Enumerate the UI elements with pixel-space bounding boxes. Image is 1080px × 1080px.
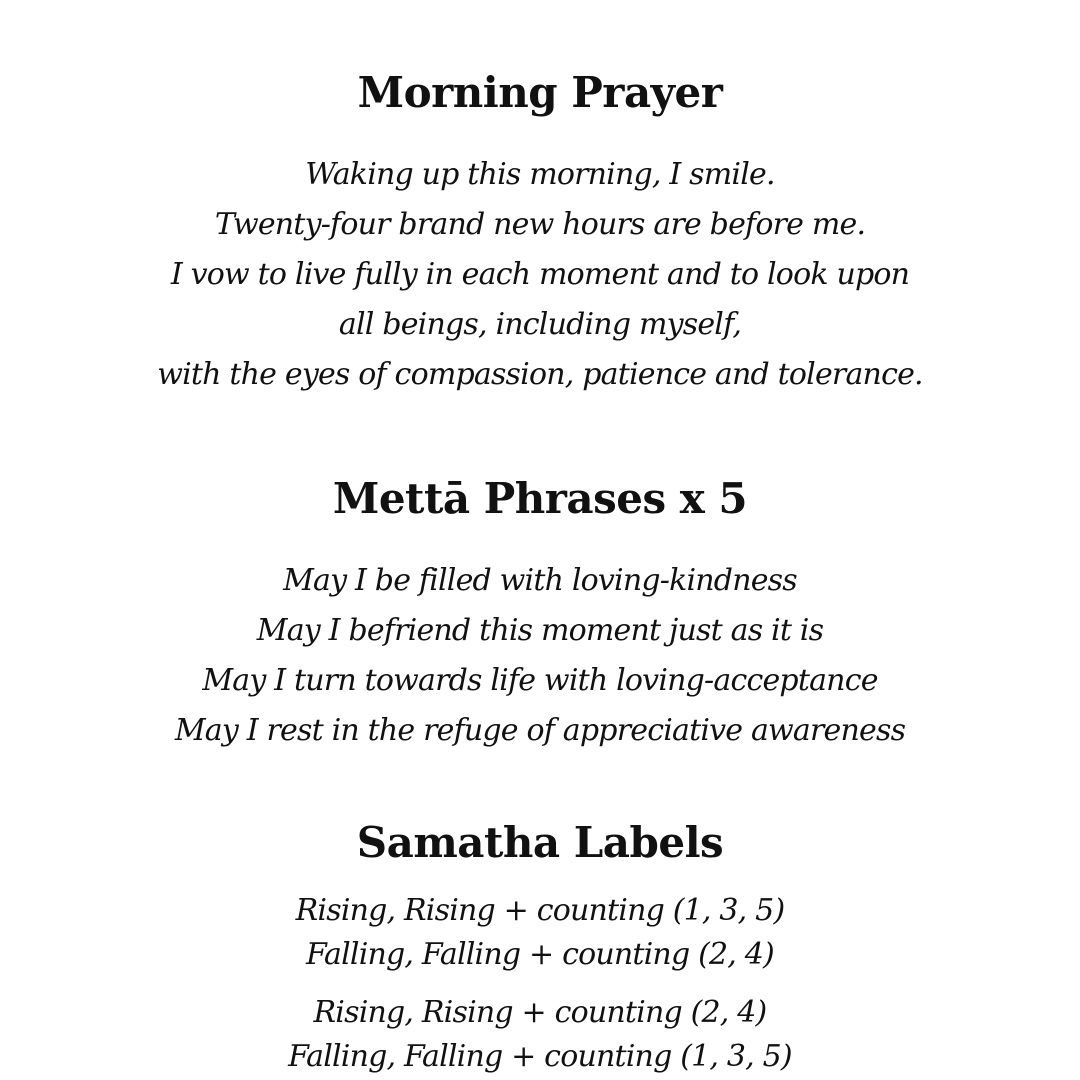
verse-line: all beings, including myself, [338,307,742,342]
metta-phrases-title: Mettā Phrases x 5 [332,474,748,523]
verse-line: May I befriend this moment just as it is [256,613,824,648]
samatha-label-line: Rising, Rising + counting (2, 4) [313,995,767,1030]
morning-prayer-title: Morning Prayer [357,68,723,117]
samatha-label-line: Falling, Falling + counting (1, 3, 5) [288,1039,792,1074]
verse-line: Waking up this morning, I smile. [305,157,775,192]
samatha-labels-title: Samatha Labels [356,818,724,867]
verse-line: with the eyes of compassion, patience and tolerance. [157,357,923,392]
verse-line: May I be filled with loving-kindness [283,563,797,598]
samatha-label-block [0,991,1080,1079]
samatha-label-line: Falling, Falling + counting (2, 4) [306,937,774,972]
verse-line: May I turn towards life with loving-acceptance [202,663,878,698]
verse-line: Twenty-four brand new hours are before me. [214,207,866,242]
metta-phrases-verse [0,556,1080,756]
samatha-label-block [0,889,1080,977]
verse-line: May I rest in the refuge of appreciative awareness [174,713,906,748]
morning-prayer-verse [0,150,1080,400]
verse-line: I vow to live fully in each moment and to look upon [170,257,910,292]
samatha-label-line: Rising, Rising + counting (1, 3, 5) [295,893,785,928]
